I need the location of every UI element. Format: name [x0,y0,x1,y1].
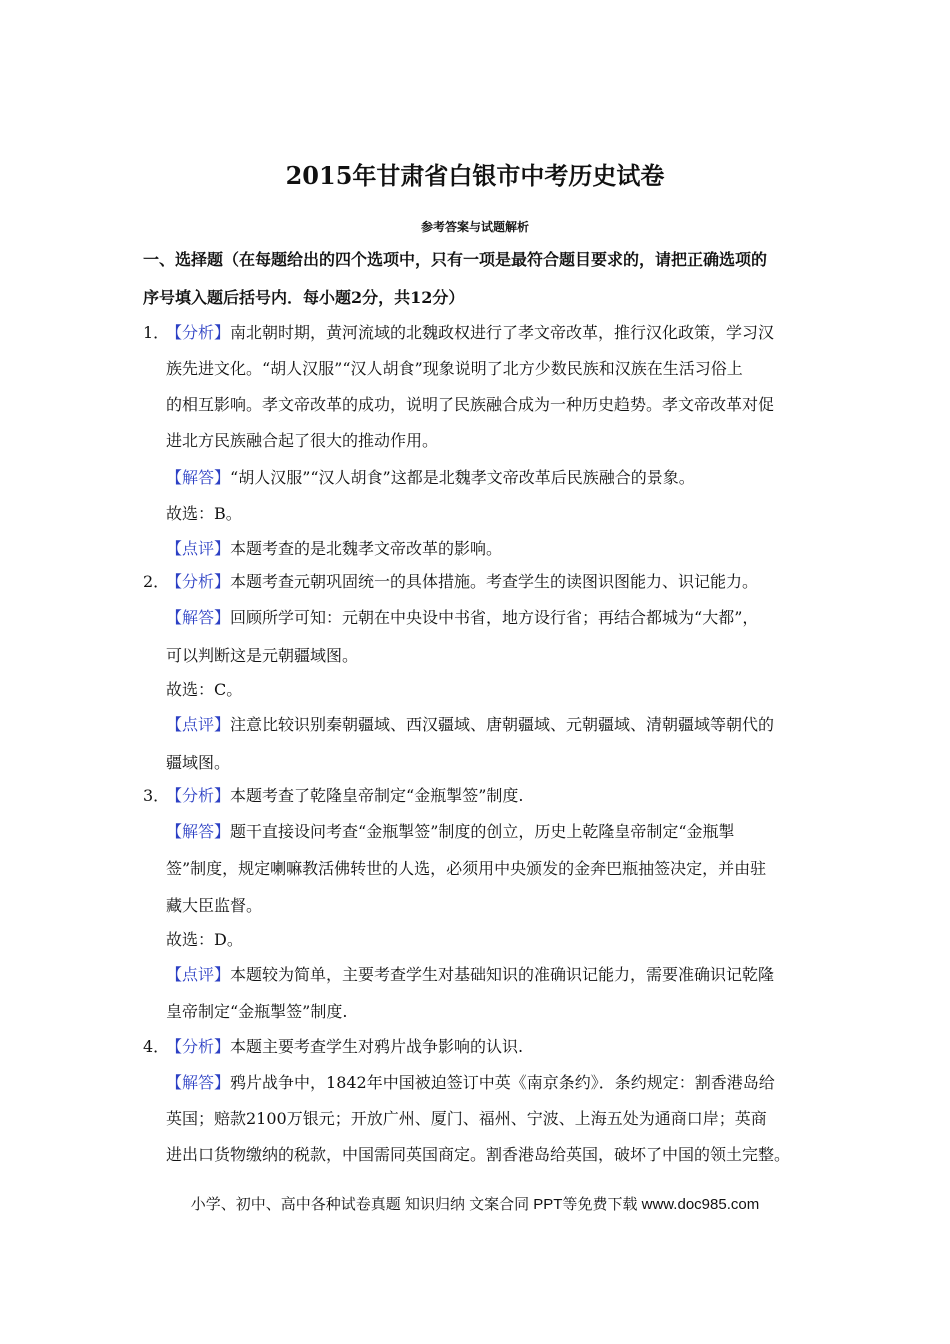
document-subtitle: 参考答案与试题解析 [420,220,529,234]
q4-analysis [166,1035,523,1059]
q2-analysis [166,570,758,594]
q3-answer-line-2: 签”制度，规定喇嘛教活佛转世的人选，必须用中央颁发的金奔巴瓶抽签决定，并由驻 [166,859,767,878]
q3-answer-line-1 [166,820,735,844]
q2-review-text: 注意比较识别秦朝疆域、西汉疆域、唐朝疆域、元朝疆域、清朝疆域等朝代的 [230,715,775,734]
section-heading-line-2: 序号填入题后括号内．每小题2分，共12分） [143,288,465,307]
q1-choice: 故选：B。 [166,504,242,523]
q1-analysis-line-3: 的相互影响。孝文帝改革的成功，说明了民族融合成为一种历史趋势。孝文帝改革对促 [166,395,775,414]
answer-tag: 【解答】 [166,1073,231,1092]
q2-choice: 故选：C。 [166,680,243,699]
q4-answer-line-2: 英国；赔款2100万银元；开放广州、厦门、福州、宁波、上海五处为通商口岸；英商 [166,1109,767,1128]
answer-tag: 【解答】 [166,468,231,487]
q2-answer-line-1 [166,606,758,630]
page-footer: 小学、初中、高中各种试卷真题 知识归纳 文案合同 PPT等免费下载 www.doc985.com [190,1196,760,1213]
q3-review-line-2: 皇帝制定“金瓶掣签”制度. [166,1002,348,1021]
answer-tag: 【解答】 [166,608,231,627]
q2-answer-text: 回顾所学可知：元朝在中央设中书省，地方设行省；再结合都城为“大都”， [230,608,759,627]
q3-answer-line-3: 藏大臣监督。 [166,896,263,915]
q1-analysis-line-2: 族先进文化。“胡人汉服”“汉人胡食”现象说明了北方少数民族和汉族在生活习俗上 [166,359,743,378]
q4-answer-line-1 [166,1071,775,1095]
answer-tag: 【解答】 [166,822,231,841]
q3-analysis-text: 本题考查了乾隆皇帝制定“金瓶掣签”制度. [230,786,524,805]
analysis-tag: 【分析】 [166,323,231,342]
section-heading-line-1: 一、选择题（在每题给出的四个选项中，只有一项是最符合题目要求的，请把正确选项的 [143,250,768,269]
q1-review [166,537,502,561]
review-tag: 【点评】 [166,965,231,984]
q1-answer-text: “胡人汉服”“汉人胡食”这都是北魏孝文帝改革后民族融合的景象。 [230,468,695,487]
question-2-number: 2． [143,572,170,591]
review-tag: 【点评】 [166,715,231,734]
q3-review-line-1 [166,963,774,987]
question-3-number: 3． [143,786,170,805]
question-1-number: 1． [143,323,170,342]
q1-analysis-line-4: 进北方民族融合起了很大的推动作用。 [166,431,439,450]
q4-answer-text: 鸦片战争中，1842年中国被迫签订中英《南京条约》．条约规定：割香港岛给 [230,1073,775,1092]
q3-answer-text: 题干直接设问考查“金瓶掣签”制度的创立，历史上乾隆皇帝制定“金瓶掣 [230,822,735,841]
q3-choice: 故选：D。 [166,930,243,949]
analysis-tag: 【分析】 [166,1037,231,1056]
q2-review-line-1 [166,713,774,737]
q3-analysis [166,784,523,808]
q1-analysis-text: 南北朝时期，黄河流域的北魏政权进行了孝文帝改革，推行汉化政策，学习汉 [230,323,775,342]
document-title: 2015年甘肃省白银市中考历史试卷 [285,161,665,190]
q4-analysis-text: 本题主要考查学生对鸦片战争影响的认识. [230,1037,524,1056]
review-tag: 【点评】 [166,539,231,558]
q2-answer-line-2: 可以判断这是元朝疆域图。 [166,646,359,665]
q2-analysis-text: 本题考查元朝巩固统一的具体措施。考查学生的读图识图能力、识记能力。 [230,572,759,591]
q4-answer-line-3: 进出口货物缴纳的税款，中国需同英国商定。割香港岛给英国，破坏了中国的领土完整。 [166,1145,791,1164]
q1-analysis-line-1 [166,321,774,345]
q1-review-text: 本题考查的是北魏孝文帝改革的影响。 [230,539,503,558]
q1-answer [166,466,695,490]
analysis-tag: 【分析】 [166,786,231,805]
q2-review-line-2: 疆域图。 [166,753,231,772]
question-4-number: 4． [143,1037,170,1056]
q3-review-text: 本题较为简单，主要考查学生对基础知识的准确识记能力，需要准确识记乾隆 [230,965,775,984]
analysis-tag: 【分析】 [166,572,231,591]
